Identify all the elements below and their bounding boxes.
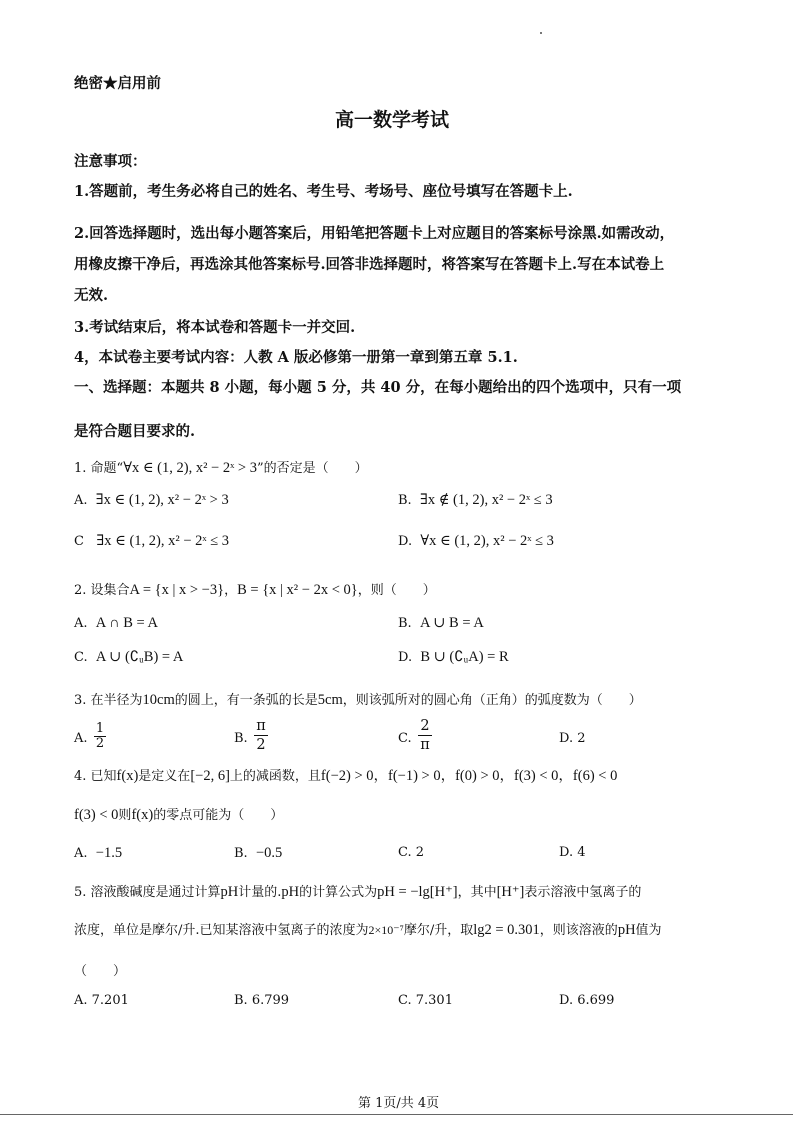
q1-suffix: ”的否定是（ ） bbox=[256, 461, 368, 476]
q2-option-b[interactable] bbox=[398, 615, 484, 632]
q5-lg2: lg2 = 0.301 bbox=[473, 922, 540, 938]
q3-text-1: 3. 在半径为 bbox=[74, 693, 143, 708]
q4-option-d[interactable]: D. 4 bbox=[559, 845, 586, 860]
question-5-line-2 bbox=[74, 919, 662, 939]
q3-arc-length: 5cm bbox=[317, 692, 343, 708]
option-label: A. bbox=[74, 846, 88, 861]
numerator: 1 bbox=[95, 721, 105, 736]
q1-option-b[interactable] bbox=[398, 492, 553, 509]
q5-text-7: 摩尔/升，取 bbox=[403, 923, 474, 938]
q5-option-b[interactable]: B. 6.799 bbox=[234, 993, 290, 1008]
q3-text-3: ，则该弧所对的圆心角（正角）的弧度数为（ ） bbox=[342, 693, 642, 708]
section-heading-line-2: 是符合题目要求的. bbox=[74, 423, 196, 440]
q4-option-a[interactable] bbox=[74, 845, 122, 862]
q5-option-d[interactable]: D. 6.699 bbox=[559, 993, 615, 1008]
section-heading-line-1: 一、选择题：本题共 8 小题，每小题 5 分，共 40 分，在每小题给出的四个选项中，只有一项 bbox=[74, 379, 682, 396]
q5-answer-paren: （ ） bbox=[74, 964, 127, 979]
option-text: ∃x ∈ (1, 2), x² − 2ˣ ≤ 3 bbox=[96, 533, 230, 549]
q4-interval: [−2, 6] bbox=[190, 768, 230, 784]
q1-option-c[interactable] bbox=[74, 533, 229, 550]
q5-ph-2: pH bbox=[281, 884, 300, 900]
q2-suffix: ，则（ ） bbox=[357, 583, 436, 598]
q5-option-c[interactable]: C. 7.301 bbox=[398, 993, 453, 1008]
option-text: A ∪ (∁ᵤB) = A bbox=[95, 649, 184, 665]
option-text: ∃x ∉ (1, 2), x² − 2ˣ ≤ 3 bbox=[419, 492, 553, 508]
note-2-line-2: 用橡皮擦干净后，再选涂其他答案标号.回答非选择题时，将答案写在答题卡上.写在本试卷上 bbox=[74, 256, 665, 273]
option-text: ∃x ∈ (1, 2), x² − 2ˣ > 3 bbox=[95, 492, 229, 508]
question-3 bbox=[74, 689, 642, 709]
q4-conditions: f(−2) > 0，f(−1) > 0，f(0) > 0，f(3) < 0，f(6) < 0 bbox=[320, 768, 618, 784]
option-label: A. bbox=[74, 493, 88, 508]
q4-text-4: 则 bbox=[118, 808, 132, 823]
q3-option-d[interactable]: D. 2 bbox=[559, 731, 586, 746]
page-title: 高一数学考试 bbox=[335, 109, 450, 131]
q4-condition-repeat: f(3) < 0 bbox=[74, 807, 119, 823]
q3-a-fraction bbox=[94, 722, 106, 751]
option-text: −0.5 bbox=[255, 845, 283, 861]
q4-option-c[interactable]: C. 2 bbox=[398, 845, 425, 860]
q5-option-a[interactable]: A. 7.201 bbox=[74, 993, 129, 1008]
q5-ph-1: pH bbox=[220, 884, 239, 900]
q2-option-d[interactable] bbox=[398, 649, 509, 666]
q1-prefix: 1. 命题“ bbox=[74, 461, 124, 476]
option-text: ∀x ∈ (1, 2), x² − 2ˣ ≤ 3 bbox=[420, 533, 554, 549]
note-3: 3.考试结束后，将本试卷和答题卡一并交回. bbox=[74, 319, 356, 336]
option-label: C bbox=[74, 534, 84, 549]
option-label: A. bbox=[74, 731, 88, 746]
q2-option-a[interactable] bbox=[74, 615, 158, 632]
q3-radius: 10cm bbox=[142, 692, 175, 708]
notes-heading: 注意事项： bbox=[74, 153, 147, 170]
option-text: A ∪ B = A bbox=[419, 615, 484, 631]
question-2 bbox=[74, 579, 436, 599]
denominator: π bbox=[420, 737, 430, 753]
q2-prefix: 2. 设集合 bbox=[74, 583, 130, 598]
q5-text-8: ，则该溶液的 bbox=[539, 923, 618, 938]
q3-b-fraction bbox=[254, 717, 268, 754]
option-label: A. bbox=[74, 616, 88, 631]
q5-concentration: 2×10⁻⁷ bbox=[368, 923, 404, 937]
option-label: D. bbox=[398, 534, 413, 549]
q1-option-a[interactable] bbox=[74, 492, 229, 509]
q5-text-3: 的计算公式为 bbox=[299, 885, 378, 900]
footer-rule bbox=[0, 1114, 793, 1115]
numerator: 2 bbox=[420, 718, 430, 734]
note-2-line-1: 2.回答选择题时，选出每小题答案后，用铅笔把答题卡上对应题目的答案标号涂黑.如需改动， bbox=[74, 225, 675, 242]
option-label: B. bbox=[398, 616, 412, 631]
q2-set-b: B = {x | x² − 2x < 0} bbox=[237, 582, 358, 598]
option-label: C. bbox=[398, 731, 412, 746]
q5-text-6: 浓度，单位是摩尔/升.已知某溶液中氢离子的浓度为 bbox=[74, 923, 369, 938]
denominator: 2 bbox=[95, 736, 105, 751]
q5-formula: pH = −lg[H⁺] bbox=[377, 884, 458, 900]
q5-text-9: 值为 bbox=[635, 923, 662, 938]
q4-text-1: 4. 已知 bbox=[74, 769, 117, 784]
option-label: B. bbox=[234, 731, 248, 746]
q2-set-a: A = {x | x > −3} bbox=[129, 582, 225, 598]
q1-proposition: ∀x ∈ (1, 2), x² − 2ˣ > 3 bbox=[123, 460, 257, 476]
q5-text-5: 表示溶液中氢离子的 bbox=[524, 885, 642, 900]
page-number: 第 1页/共 4页 bbox=[358, 1096, 440, 1111]
q3-option-b[interactable] bbox=[234, 731, 248, 746]
confidential-label: 绝密★启用前 bbox=[74, 75, 161, 92]
q4-text-5: 的零点可能为（ ） bbox=[153, 808, 284, 823]
question-4-line-2 bbox=[74, 804, 283, 824]
q4-function: f(x) bbox=[116, 768, 139, 784]
scan-dot bbox=[540, 32, 542, 34]
question-5-line-1 bbox=[74, 881, 641, 901]
denominator: 2 bbox=[256, 737, 266, 753]
q3-text-2: 的圆上，有一条弧的长是 bbox=[174, 693, 318, 708]
q5-text-2: 计量的. bbox=[238, 885, 282, 900]
q5-ph-3: pH bbox=[617, 922, 636, 938]
q5-text-1: 5. 溶液酸碱度是通过计算 bbox=[74, 885, 221, 900]
q5-h-ion: [H⁺] bbox=[496, 884, 525, 900]
q4-text-2: 是定义在 bbox=[138, 769, 191, 784]
numerator: π bbox=[256, 718, 266, 734]
q5-text-4: ，其中 bbox=[457, 885, 497, 900]
option-label: B. bbox=[234, 846, 248, 861]
note-1: 1.答题前，考生务必将自己的姓名、考生号、考场号、座位号填写在答题卡上. bbox=[74, 183, 573, 200]
q3-option-c[interactable] bbox=[398, 731, 412, 746]
option-text: A ∩ B = A bbox=[95, 615, 158, 631]
question-4-line-1 bbox=[74, 764, 617, 785]
q2-option-c[interactable] bbox=[74, 649, 183, 666]
option-text: −1.5 bbox=[95, 845, 123, 861]
q2-comma: ， bbox=[224, 583, 238, 598]
note-2-line-3: 无效. bbox=[74, 287, 109, 304]
note-4: 4，本试卷主要考试内容：人教 A 版必修第一册第一章到第五章 5.1. bbox=[74, 349, 518, 366]
option-label: B. bbox=[398, 493, 412, 508]
option-label: D. bbox=[398, 650, 413, 665]
q3-option-a[interactable] bbox=[74, 731, 88, 746]
q3-c-fraction bbox=[418, 717, 432, 754]
q1-option-d[interactable] bbox=[398, 533, 554, 550]
q4-function-2: f(x) bbox=[131, 807, 154, 823]
option-label: C. bbox=[74, 650, 88, 665]
q4-option-b[interactable] bbox=[234, 845, 282, 862]
q4-text-3: 上的减函数，且 bbox=[229, 769, 321, 784]
question-1 bbox=[74, 457, 368, 477]
option-text: B ∪ (∁ᵤA) = R bbox=[420, 649, 509, 665]
